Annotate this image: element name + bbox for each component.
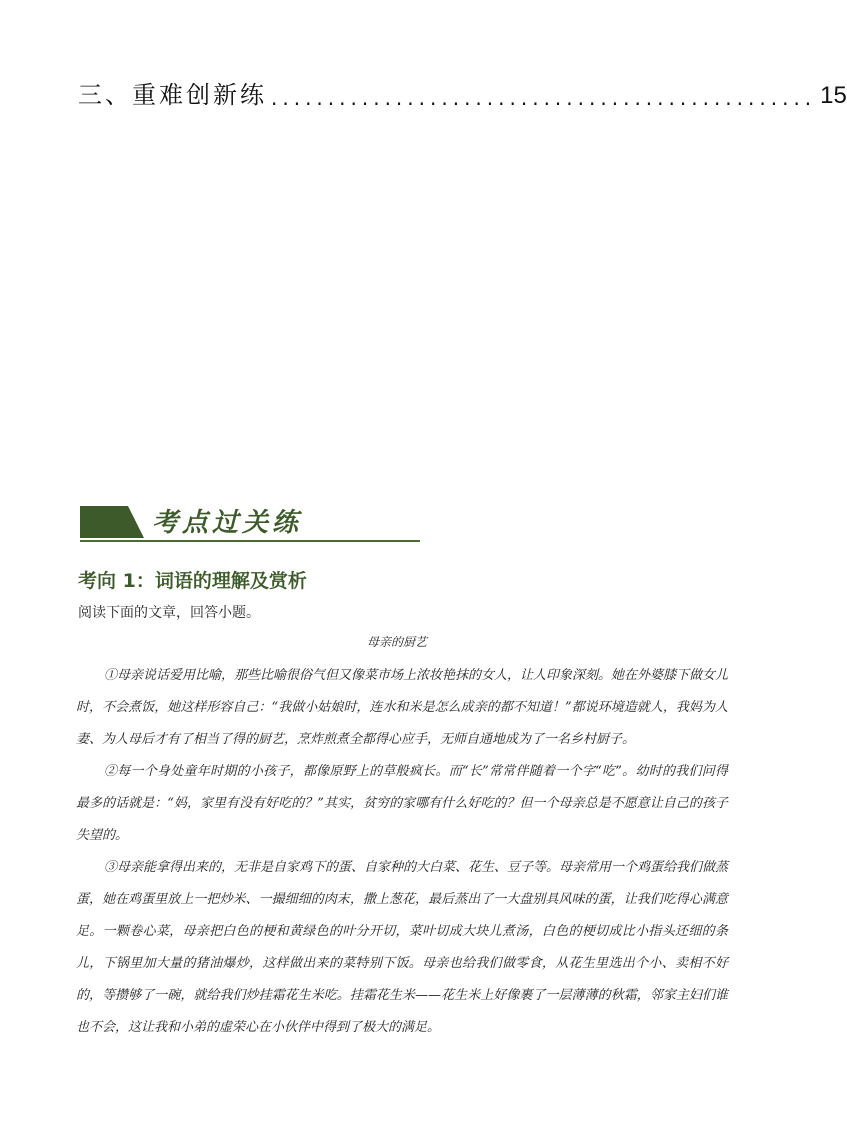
subheading: 考向 1：词语的理解及赏析 [78, 570, 307, 592]
article-title: 母亲的厨艺 [366, 635, 427, 649]
article-body [76, 660, 728, 1044]
banner-underline [80, 540, 420, 542]
toc-page-number: 15 [820, 82, 847, 109]
article-paragraph: ②每一个身处童年时期的小孩子，都像原野上的草般疯长。而“长”常常伴随着一个字“吃”。幼时的我们问得最多的话就是：“妈，家里有没有好吃的？”其实，贫穷的家哪有什么好吃的？但一个母亲总是不愿意让自己的孩子失望的。 [76, 764, 728, 843]
toc-leader-dots: ................................................ [271, 86, 817, 110]
instruction-text: 阅读下面的文章，回答小题。 [78, 605, 260, 621]
section-title: 考点过关练 [152, 508, 303, 538]
banner-trapezoid-icon [80, 506, 144, 538]
article-paragraph: ③母亲能拿得出来的，无非是自家鸡下的蛋、自家种的大白菜、花生、豆子等。母亲常用一个鸡蛋给我们做蒸蛋，她在鸡蛋里放上一把炒米、一撮细细的肉末，撒上葱花，最后蒸出了一大盘别具风味的蛋，让我们吃得心满意足。一颗卷心菜，母亲把白色的梗和黄绿色的叶分开切，菜叶切成大块儿煮汤，白色的梗切成比小指头还细的条儿，下锅里加大量的猪油爆炒，这样做出来的菜特别下饭。母亲也给我们做零食，从花生里选出个小、卖相不好的，等攒够了一碗，就给我们炒挂霜花生米吃。挂霜花生米——花生米上好像裹了一层薄薄的秋霜，邻家主妇们谁也不会，这让我和小弟的虚荣心在小伙伴中得到了极大的满足。 [76, 860, 729, 1035]
toc-entry[interactable] [78, 76, 847, 110]
toc-entry-label: 三、重难创新练 [78, 81, 267, 109]
section-banner [80, 500, 420, 544]
article-paragraph: ①母亲说话爱用比喻，那些比喻很俗气但又像菜市场上浓妆艳抹的女人，让人印象深刻。她在外婆膝下做女儿时，不会煮饭，她这样形容自己：“我做小姑娘时，连水和米是怎么成亲的都不知道！”都说环境造就人，我妈为人妻、为人母后才有了相当了得的厨艺，烹炸煎煮全都得心应手，无师自通地成为了一名乡村厨子。 [76, 668, 729, 747]
